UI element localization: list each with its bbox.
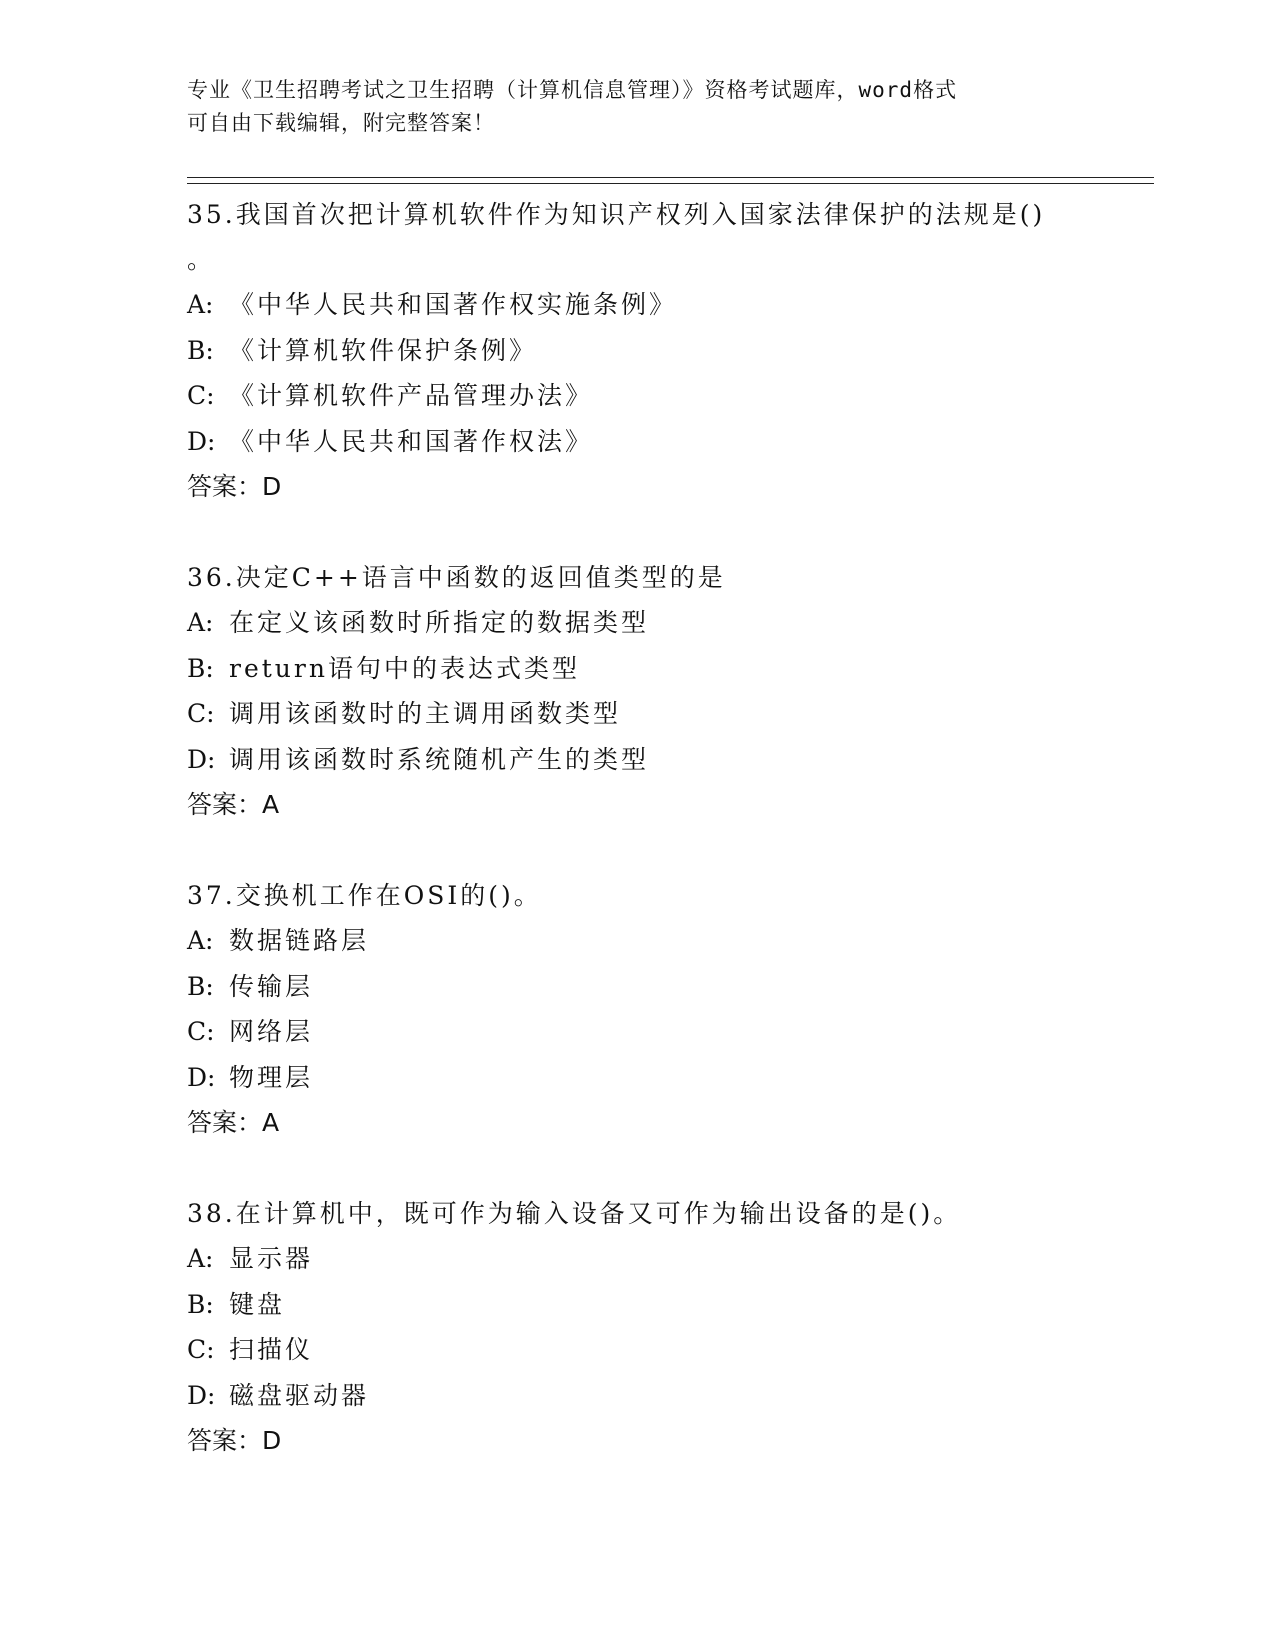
question-stem-continuation: 。 (187, 245, 213, 274)
option-text: 《计算机软件保护条例》 (229, 335, 538, 365)
option-text: 《中华人民共和国著作权实施条例》 (229, 290, 678, 319)
option-letter: C: (187, 1335, 215, 1364)
option-letter: A: (187, 290, 214, 319)
question-37 (187, 873, 1147, 1145)
answer-line (187, 1418, 1147, 1463)
answer-label: 答案： (187, 1426, 263, 1455)
question-stem: 38.在计算机中，既可作为输入设备又可作为输出设备的是()。 (187, 1199, 962, 1228)
option-text: 《计算机软件产品管理办法》 (229, 381, 594, 410)
option-text: 物理层 (229, 1062, 314, 1092)
option-c (187, 691, 1147, 737)
header-divider-bottom (187, 183, 1154, 184)
answer-value: D (262, 472, 282, 501)
option-letter: B: (187, 971, 214, 1001)
option-d (187, 419, 1147, 465)
option-b (187, 646, 1147, 692)
option-text: 传输层 (229, 971, 314, 1001)
answer-value: A (262, 1108, 280, 1137)
option-letter: A: (187, 926, 214, 955)
option-text: 调用该函数时的主调用函数类型 (229, 699, 622, 728)
answer-line (187, 1100, 1147, 1145)
option-text: 显示器 (229, 1244, 314, 1273)
option-text: 调用该函数时系统随机产生的类型 (229, 744, 650, 774)
question-35 (187, 192, 1147, 509)
option-a (187, 1236, 1147, 1282)
option-d (187, 1055, 1147, 1101)
answer-value: D (262, 1426, 282, 1455)
header-line-1: 专业《卫生招聘考试之卫生招聘（计算机信息管理）》资格考试题库，word格式 (187, 78, 958, 102)
option-letter: B: (187, 335, 214, 365)
option-letter: D: (187, 1380, 216, 1410)
option-c (187, 1327, 1147, 1373)
option-b (187, 964, 1147, 1010)
option-text: 键盘 (229, 1289, 286, 1319)
answer-label: 答案： (187, 790, 263, 819)
option-letter: B: (187, 653, 214, 683)
option-letter: D: (187, 1062, 216, 1092)
option-text: 在定义该函数时所指定的数据类型 (229, 608, 650, 637)
question-list (187, 192, 1147, 1509)
option-text: 《中华人民共和国著作权法》 (229, 426, 594, 456)
question-stem: 37.交换机工作在OSI的()。 (187, 881, 542, 910)
question-36 (187, 555, 1147, 827)
header-divider-top (187, 177, 1154, 178)
option-b (187, 328, 1147, 374)
option-text: return语句中的表达式类型 (229, 653, 580, 683)
option-letter: C: (187, 1017, 215, 1046)
answer-value: A (262, 790, 280, 819)
answer-line (187, 782, 1147, 827)
option-letter: C: (187, 381, 215, 410)
option-letter: D: (187, 744, 216, 774)
header-line-2: 可自由下载编辑，附完整答案！ (187, 111, 495, 135)
answer-line (187, 464, 1147, 509)
option-c (187, 1009, 1147, 1055)
option-letter: C: (187, 699, 215, 728)
option-letter: B: (187, 1289, 214, 1319)
option-text: 网络层 (229, 1017, 314, 1046)
option-d (187, 737, 1147, 783)
option-text: 扫描仪 (229, 1335, 314, 1364)
option-d (187, 1373, 1147, 1419)
option-c (187, 373, 1147, 419)
option-text: 数据链路层 (229, 926, 370, 955)
option-letter: A: (187, 1244, 214, 1273)
option-a (187, 282, 1147, 328)
answer-label: 答案： (187, 472, 263, 501)
answer-label: 答案： (187, 1108, 263, 1137)
option-a (187, 918, 1147, 964)
question-stem: 35.我国首次把计算机软件作为知识产权列入国家法律保护的法规是() (187, 200, 1046, 229)
option-text: 磁盘驱动器 (229, 1380, 370, 1410)
option-a (187, 600, 1147, 646)
question-38 (187, 1191, 1147, 1463)
option-b (187, 1282, 1147, 1328)
option-letter: A: (187, 608, 214, 637)
question-stem: 36.决定C++语言中函数的返回值类型的是 (187, 563, 726, 592)
option-letter: D: (187, 426, 216, 456)
document-header (187, 74, 1087, 140)
